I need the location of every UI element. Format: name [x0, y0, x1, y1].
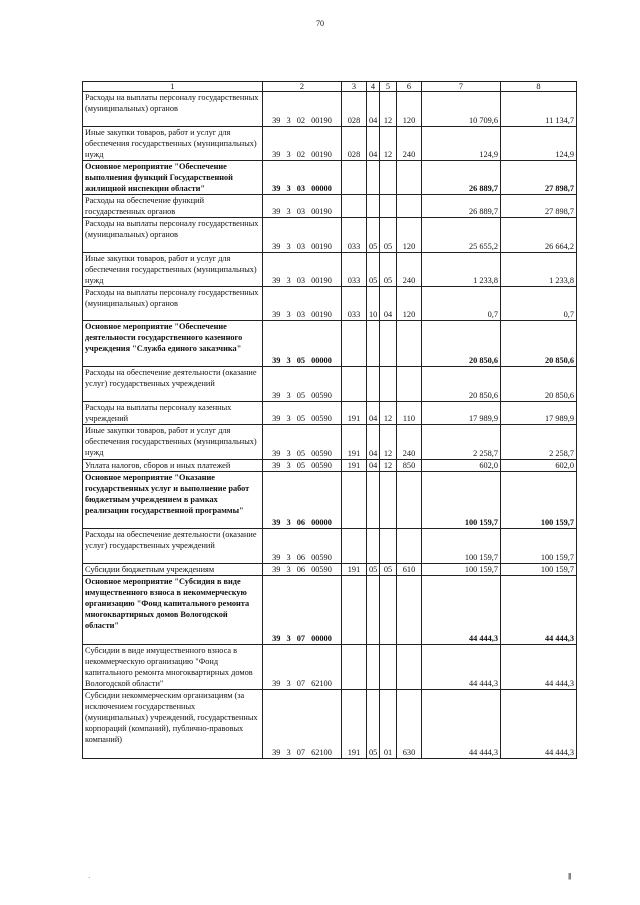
row-col3 — [342, 367, 367, 402]
row-col3: 191 — [342, 460, 367, 472]
row-col4 — [367, 367, 380, 402]
row-col5: 12 — [380, 460, 397, 472]
row-col4: 05 — [367, 564, 380, 576]
row-name: Основное мероприятие "Оказание государственных услуг и выполнение работ бюджетным учреждением в рамках реализации государственной программы" — [83, 472, 263, 529]
header-cell: 2 — [263, 82, 342, 92]
row-amount-2021: 20 850,6 — [422, 367, 501, 402]
row-amount-2021: 602,0 — [422, 460, 501, 472]
row-amount-2022: 100 159,7 — [501, 529, 577, 564]
row-col3 — [342, 161, 367, 195]
row-col3: 033 — [342, 253, 367, 287]
row-col6 — [397, 645, 422, 690]
row-col5 — [380, 195, 397, 218]
row-col5 — [380, 472, 397, 529]
row-col5: 05 — [380, 253, 397, 287]
row-name: Основное мероприятие "Обеспечение выполнения функций Государственной жилищной инспекции области" — [83, 161, 263, 195]
row-col4: 04 — [367, 127, 380, 161]
row-col4: 05 — [367, 690, 380, 759]
header-cell: 8 — [501, 82, 577, 92]
table-row — [83, 690, 577, 759]
row-code: 39 3 03 00190 — [263, 218, 342, 253]
row-col6: 610 — [397, 564, 422, 576]
row-col3 — [342, 195, 367, 218]
table-row — [83, 645, 577, 690]
row-col5 — [380, 529, 397, 564]
row-code: 39 3 05 00590 — [263, 460, 342, 472]
row-amount-2021: 124,9 — [422, 127, 501, 161]
row-name: Основное мероприятие "Субсидия в виде имущественного взноса в некоммерческую организацию "Фонд капитального ремонта многоквартирных домов Вологодской области" — [83, 576, 263, 645]
row-col6: 240 — [397, 253, 422, 287]
row-code: 39 3 03 00190 — [263, 287, 342, 321]
row-amount-2022: 44 444,3 — [501, 645, 577, 690]
row-col3: 033 — [342, 218, 367, 253]
row-col5: 12 — [380, 127, 397, 161]
row-col3: 191 — [342, 425, 367, 460]
table-row — [83, 425, 577, 460]
row-amount-2022: 44 444,3 — [501, 690, 577, 759]
row-col4 — [367, 472, 380, 529]
row-name: Расходы на обеспечение функций государственных органов — [83, 195, 263, 218]
row-col4 — [367, 161, 380, 195]
row-amount-2021: 44 444,3 — [422, 690, 501, 759]
row-amount-2021: 100 159,7 — [422, 529, 501, 564]
table-row — [83, 92, 577, 127]
row-col4: 05 — [367, 218, 380, 253]
row-col3 — [342, 645, 367, 690]
row-col3 — [342, 472, 367, 529]
row-code: 39 3 07 62100 — [263, 690, 342, 759]
row-code: 39 3 07 62100 — [263, 645, 342, 690]
row-col3: 191 — [342, 402, 367, 425]
row-code: 39 3 03 00190 — [263, 253, 342, 287]
row-col4: 10 — [367, 287, 380, 321]
row-col6: 120 — [397, 287, 422, 321]
row-amount-2021: 2 258,7 — [422, 425, 501, 460]
row-col6: 120 — [397, 218, 422, 253]
row-amount-2021: 100 159,7 — [422, 472, 501, 529]
table-row — [83, 367, 577, 402]
row-col3: 191 — [342, 564, 367, 576]
row-col6 — [397, 195, 422, 218]
row-amount-2022: 17 989,9 — [501, 402, 577, 425]
row-amount-2021: 10 709,6 — [422, 92, 501, 127]
header-cell: 3 — [342, 82, 367, 92]
header-cell: 7 — [422, 82, 501, 92]
table-row — [83, 529, 577, 564]
row-amount-2021: 0,7 — [422, 287, 501, 321]
row-amount-2022: 20 850,6 — [501, 367, 577, 402]
table-row — [83, 402, 577, 425]
row-col6 — [397, 161, 422, 195]
row-code: 39 3 06 00000 — [263, 472, 342, 529]
row-name: Иные закупки товаров, работ и услуг для обеспечения государственных (муниципальных) нужд — [83, 425, 263, 460]
table-row — [83, 472, 577, 529]
row-amount-2022: 20 850,6 — [501, 321, 577, 367]
table-row — [83, 460, 577, 472]
table-row — [83, 253, 577, 287]
row-col5: 12 — [380, 92, 397, 127]
row-col5 — [380, 645, 397, 690]
row-code: 39 3 05 00590 — [263, 402, 342, 425]
row-code: 39 3 05 00590 — [263, 367, 342, 402]
scan-mark: · — [88, 874, 91, 882]
header-cell: 6 — [397, 82, 422, 92]
row-name: Расходы на выплаты персоналу государственных (муниципальных) органов — [83, 218, 263, 253]
row-col4 — [367, 645, 380, 690]
row-amount-2021: 17 989,9 — [422, 402, 501, 425]
row-col3: 028 — [342, 92, 367, 127]
row-amount-2022: 100 159,7 — [501, 472, 577, 529]
table-header-row — [83, 82, 577, 92]
row-amount-2022: 26 664,2 — [501, 218, 577, 253]
row-name: Расходы на выплаты персоналу государственных (муниципальных) органов — [83, 287, 263, 321]
row-col5 — [380, 161, 397, 195]
table-row — [83, 564, 577, 576]
row-col6: 240 — [397, 127, 422, 161]
table-row — [83, 218, 577, 253]
row-col3 — [342, 529, 367, 564]
row-col6: 850 — [397, 460, 422, 472]
row-name: Уплата налогов, сборов и иных платежей — [83, 460, 263, 472]
row-name: Расходы на выплаты персоналу казенных учреждений — [83, 402, 263, 425]
row-amount-2022: 44 444,3 — [501, 576, 577, 645]
row-col5: 05 — [380, 218, 397, 253]
table-row — [83, 576, 577, 645]
row-col6 — [397, 576, 422, 645]
row-col3 — [342, 321, 367, 367]
row-amount-2022: 100 159,7 — [501, 564, 577, 576]
row-amount-2021: 20 850,6 — [422, 321, 501, 367]
row-name: Субсидии бюджетным учреждениям — [83, 564, 263, 576]
row-name: Расходы на выплаты персоналу государственных (муниципальных) органов — [83, 92, 263, 127]
row-name: Иные закупки товаров, работ и услуг для обеспечения государственных (муниципальных) нужд — [83, 253, 263, 287]
row-col4 — [367, 529, 380, 564]
row-col5: 12 — [380, 425, 397, 460]
row-col6 — [397, 367, 422, 402]
row-name: Субсидии в виде имущественного взноса в некоммерческую организацию "Фонд капитального ремонта многоквартирных домов Вологодской области" — [83, 645, 263, 690]
row-code: 39 3 02 00190 — [263, 127, 342, 161]
row-col6 — [397, 472, 422, 529]
row-name: Расходы на обеспечение деятельности (оказание услуг) государственных учреждений — [83, 367, 263, 402]
table-row — [83, 127, 577, 161]
row-col6: 110 — [397, 402, 422, 425]
row-amount-2021: 100 159,7 — [422, 564, 501, 576]
row-col3: 191 — [342, 690, 367, 759]
row-amount-2021: 44 444,3 — [422, 576, 501, 645]
row-col5: 04 — [380, 287, 397, 321]
row-col6: 120 — [397, 92, 422, 127]
row-amount-2021: 44 444,3 — [422, 645, 501, 690]
row-col5: 05 — [380, 564, 397, 576]
row-code: 39 3 05 00000 — [263, 321, 342, 367]
row-col4: 04 — [367, 425, 380, 460]
header-cell: 4 — [367, 82, 380, 92]
row-code: 39 3 06 00590 — [263, 529, 342, 564]
table-row — [83, 195, 577, 218]
row-amount-2021: 25 655,2 — [422, 218, 501, 253]
row-col3: 033 — [342, 287, 367, 321]
row-col5: 01 — [380, 690, 397, 759]
row-code: 39 3 06 00590 — [263, 564, 342, 576]
row-col4: 04 — [367, 92, 380, 127]
row-col5 — [380, 321, 397, 367]
row-col3 — [342, 576, 367, 645]
row-col4 — [367, 321, 380, 367]
row-code: 39 3 05 00590 — [263, 425, 342, 460]
row-col4 — [367, 195, 380, 218]
row-col4: 04 — [367, 402, 380, 425]
row-amount-2022: 0,7 — [501, 287, 577, 321]
page-number: 70 — [316, 19, 324, 28]
row-amount-2021: 26 889,7 — [422, 195, 501, 218]
header-cell: 5 — [380, 82, 397, 92]
row-amount-2021: 1 233,8 — [422, 253, 501, 287]
table-row — [83, 161, 577, 195]
row-col5 — [380, 367, 397, 402]
row-col3: 028 — [342, 127, 367, 161]
row-amount-2022: 2 258,7 — [501, 425, 577, 460]
row-col6: 630 — [397, 690, 422, 759]
table-row — [83, 321, 577, 367]
row-amount-2022: 1 233,8 — [501, 253, 577, 287]
row-name: Расходы на обеспечение деятельности (оказание услуг) государственных учреждений — [83, 529, 263, 564]
budget-table — [82, 81, 577, 759]
row-amount-2022: 27 898,7 — [501, 195, 577, 218]
row-col5: 12 — [380, 402, 397, 425]
row-amount-2022: 602,0 — [501, 460, 577, 472]
row-amount-2022: 124,9 — [501, 127, 577, 161]
row-amount-2022: 27 898,7 — [501, 161, 577, 195]
row-amount-2022: 11 134,7 — [501, 92, 577, 127]
row-name: Субсидии некоммерческим организациям (за исключением государственных (муниципальных) учреждений, государственных корпораций (компаний), публично-правовых компаний) — [83, 690, 263, 759]
row-code: 39 3 02 00190 — [263, 92, 342, 127]
row-col6 — [397, 529, 422, 564]
row-col5 — [380, 576, 397, 645]
row-col4 — [367, 576, 380, 645]
row-col4: 05 — [367, 253, 380, 287]
barcode-mark: |||||| — [568, 872, 571, 880]
row-code: 39 3 03 00190 — [263, 195, 342, 218]
row-code: 39 3 03 00000 — [263, 161, 342, 195]
row-col6 — [397, 321, 422, 367]
row-name: Основное мероприятие "Обеспечение деятельности государственного казенного учреждения "Служба единого заказчика" — [83, 321, 263, 367]
row-code: 39 3 07 00000 — [263, 576, 342, 645]
row-name: Иные закупки товаров, работ и услуг для обеспечения государственных (муниципальных) нужд — [83, 127, 263, 161]
header-cell: 1 — [83, 82, 263, 92]
row-col6: 240 — [397, 425, 422, 460]
row-col4: 04 — [367, 460, 380, 472]
table-row — [83, 287, 577, 321]
row-amount-2021: 26 889,7 — [422, 161, 501, 195]
